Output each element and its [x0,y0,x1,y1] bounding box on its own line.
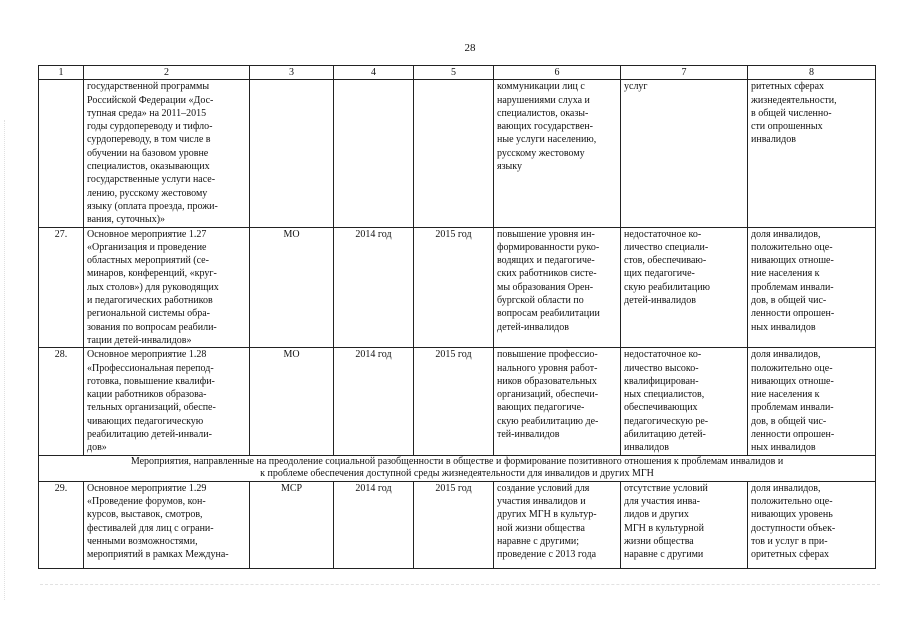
section-heading-row [39,455,876,481]
table-row-29 [39,481,876,568]
start-year: 2014 год [334,481,414,568]
indicator: доля инвалидов, положительно оце- нивающих уровень доступности объек- тов и услуг в при- оритетных сферах [748,481,876,568]
section-heading: Мероприятия, направленные на преодоление социальной разобщенности в обществе и формирование позитивного отношения к проблемам инвалидов и к проблеме обеспечения доступной среды жизнедеятельности для инвалидов и других МГН [39,455,876,481]
indicator: доля инвалидов, положительно оце- нивающих отноше- ние населения к проблемам инвали- дов, в общей чис- ленности опрошен- ных инвалидов [748,227,876,348]
column-header: 6 [494,66,621,80]
end-year: 2015 год [414,481,494,568]
expected-result: повышение уровня ин- формированности руко- водящих и педагогиче- ских работников систе- мы образования Орен- бургской области по вопросам реабилитации детей-инвалидов [494,227,621,348]
row-number: 27. [39,227,84,348]
executor: МО [250,227,334,348]
non-implementation-consequence: недостаточное ко- личество специали- стов, обеспечиваю- щих педагогиче- скую реабилитацию детей-инвалидов [621,227,748,348]
column-header: 1 [39,66,84,80]
column-header: 7 [621,66,748,80]
row-number: 29. [39,481,84,568]
column-header: 4 [334,66,414,80]
row-number [39,80,84,227]
executor: МО [250,348,334,455]
executor [250,80,334,227]
non-implementation-consequence: услуг [621,80,748,227]
column-header: 8 [748,66,876,80]
scan-edge-artifact [4,120,7,600]
table-row-28 [39,348,876,455]
table-row-27 [39,227,876,348]
start-year: 2014 год [334,227,414,348]
row-number: 28. [39,348,84,455]
measure-name: государственной программы Российской Федерации «Дос- тупная среда» на 2011–2015 годы сурдопереводу и тифло- сурдопереводу, в том числе в обучении на базовом уровне специалистов, оказывающих государственные услуги насе- лению, русскому жестовому языку (оплата проезда, прожи- вания, суточных)» [84,80,250,227]
scan-artifact-line [40,584,880,589]
measures-table [38,65,876,569]
page-number: 28 [464,42,476,54]
non-implementation-consequence: отсутствие условий для участия инва- лидов и других МГН в культурной жизни общества наравне с другими [621,481,748,568]
end-year [414,80,494,227]
measure-name: Основное мероприятие 1.28 «Профессиональная перепод- готовка, повышение квалифи- кации работников образова- тельных организаций, обеспе- чивающих педагогическую реабилитацию детей-инвали- дов» [84,348,250,455]
end-year: 2015 год [414,348,494,455]
column-header: 5 [414,66,494,80]
column-header: 3 [250,66,334,80]
end-year: 2015 год [414,227,494,348]
expected-result: повышение профессио- нального уровня работ- ников образовательных организаций, обеспечи- вающих педагогиче- скую реабилитацию де- тей-инвалидов [494,348,621,455]
column-header: 2 [84,66,250,80]
header-row [39,66,876,80]
table-row-continuation [39,80,876,227]
start-year [334,80,414,227]
start-year: 2014 год [334,348,414,455]
expected-result: коммуникации лиц с нарушениями слуха и специалистов, оказы- вающих государствен- ные услуги населению, русскому жестовому языку [494,80,621,227]
measure-name: Основное мероприятие 1.29 «Проведение форумов, кон- курсов, выставок, смотров, фестивалей для лиц с ограни- ченными возможностями, мероприятий в рамках Междуна- [84,481,250,568]
measure-name: Основное мероприятие 1.27 «Организация и проведение областных мероприятий (се- минаров, конференций, «круг- лых столов») для руководящих и педагогических работников региональной системы обра- зования по вопросам реабили- тации детей-инвалидов» [84,227,250,348]
non-implementation-consequence: недостаточное ко- личество высоко- квалифицирован- ных специалистов, обеспечивающих педагогическую ре- абилитацию детей- инвалидов [621,348,748,455]
indicator: доля инвалидов, положительно оце- нивающих отноше- ние населения к проблемам инвали- дов, в общей чис- ленности опрошен- ных инвалидов [748,348,876,455]
indicator: ритетных сферах жизнедеятельности, в общей численно- сти опрошенных инвалидов [748,80,876,227]
executor: МСР [250,481,334,568]
expected-result: создание условий для участия инвалидов и других МГН в культур- ной жизни общества наравне с другими; проведение с 2013 года [494,481,621,568]
